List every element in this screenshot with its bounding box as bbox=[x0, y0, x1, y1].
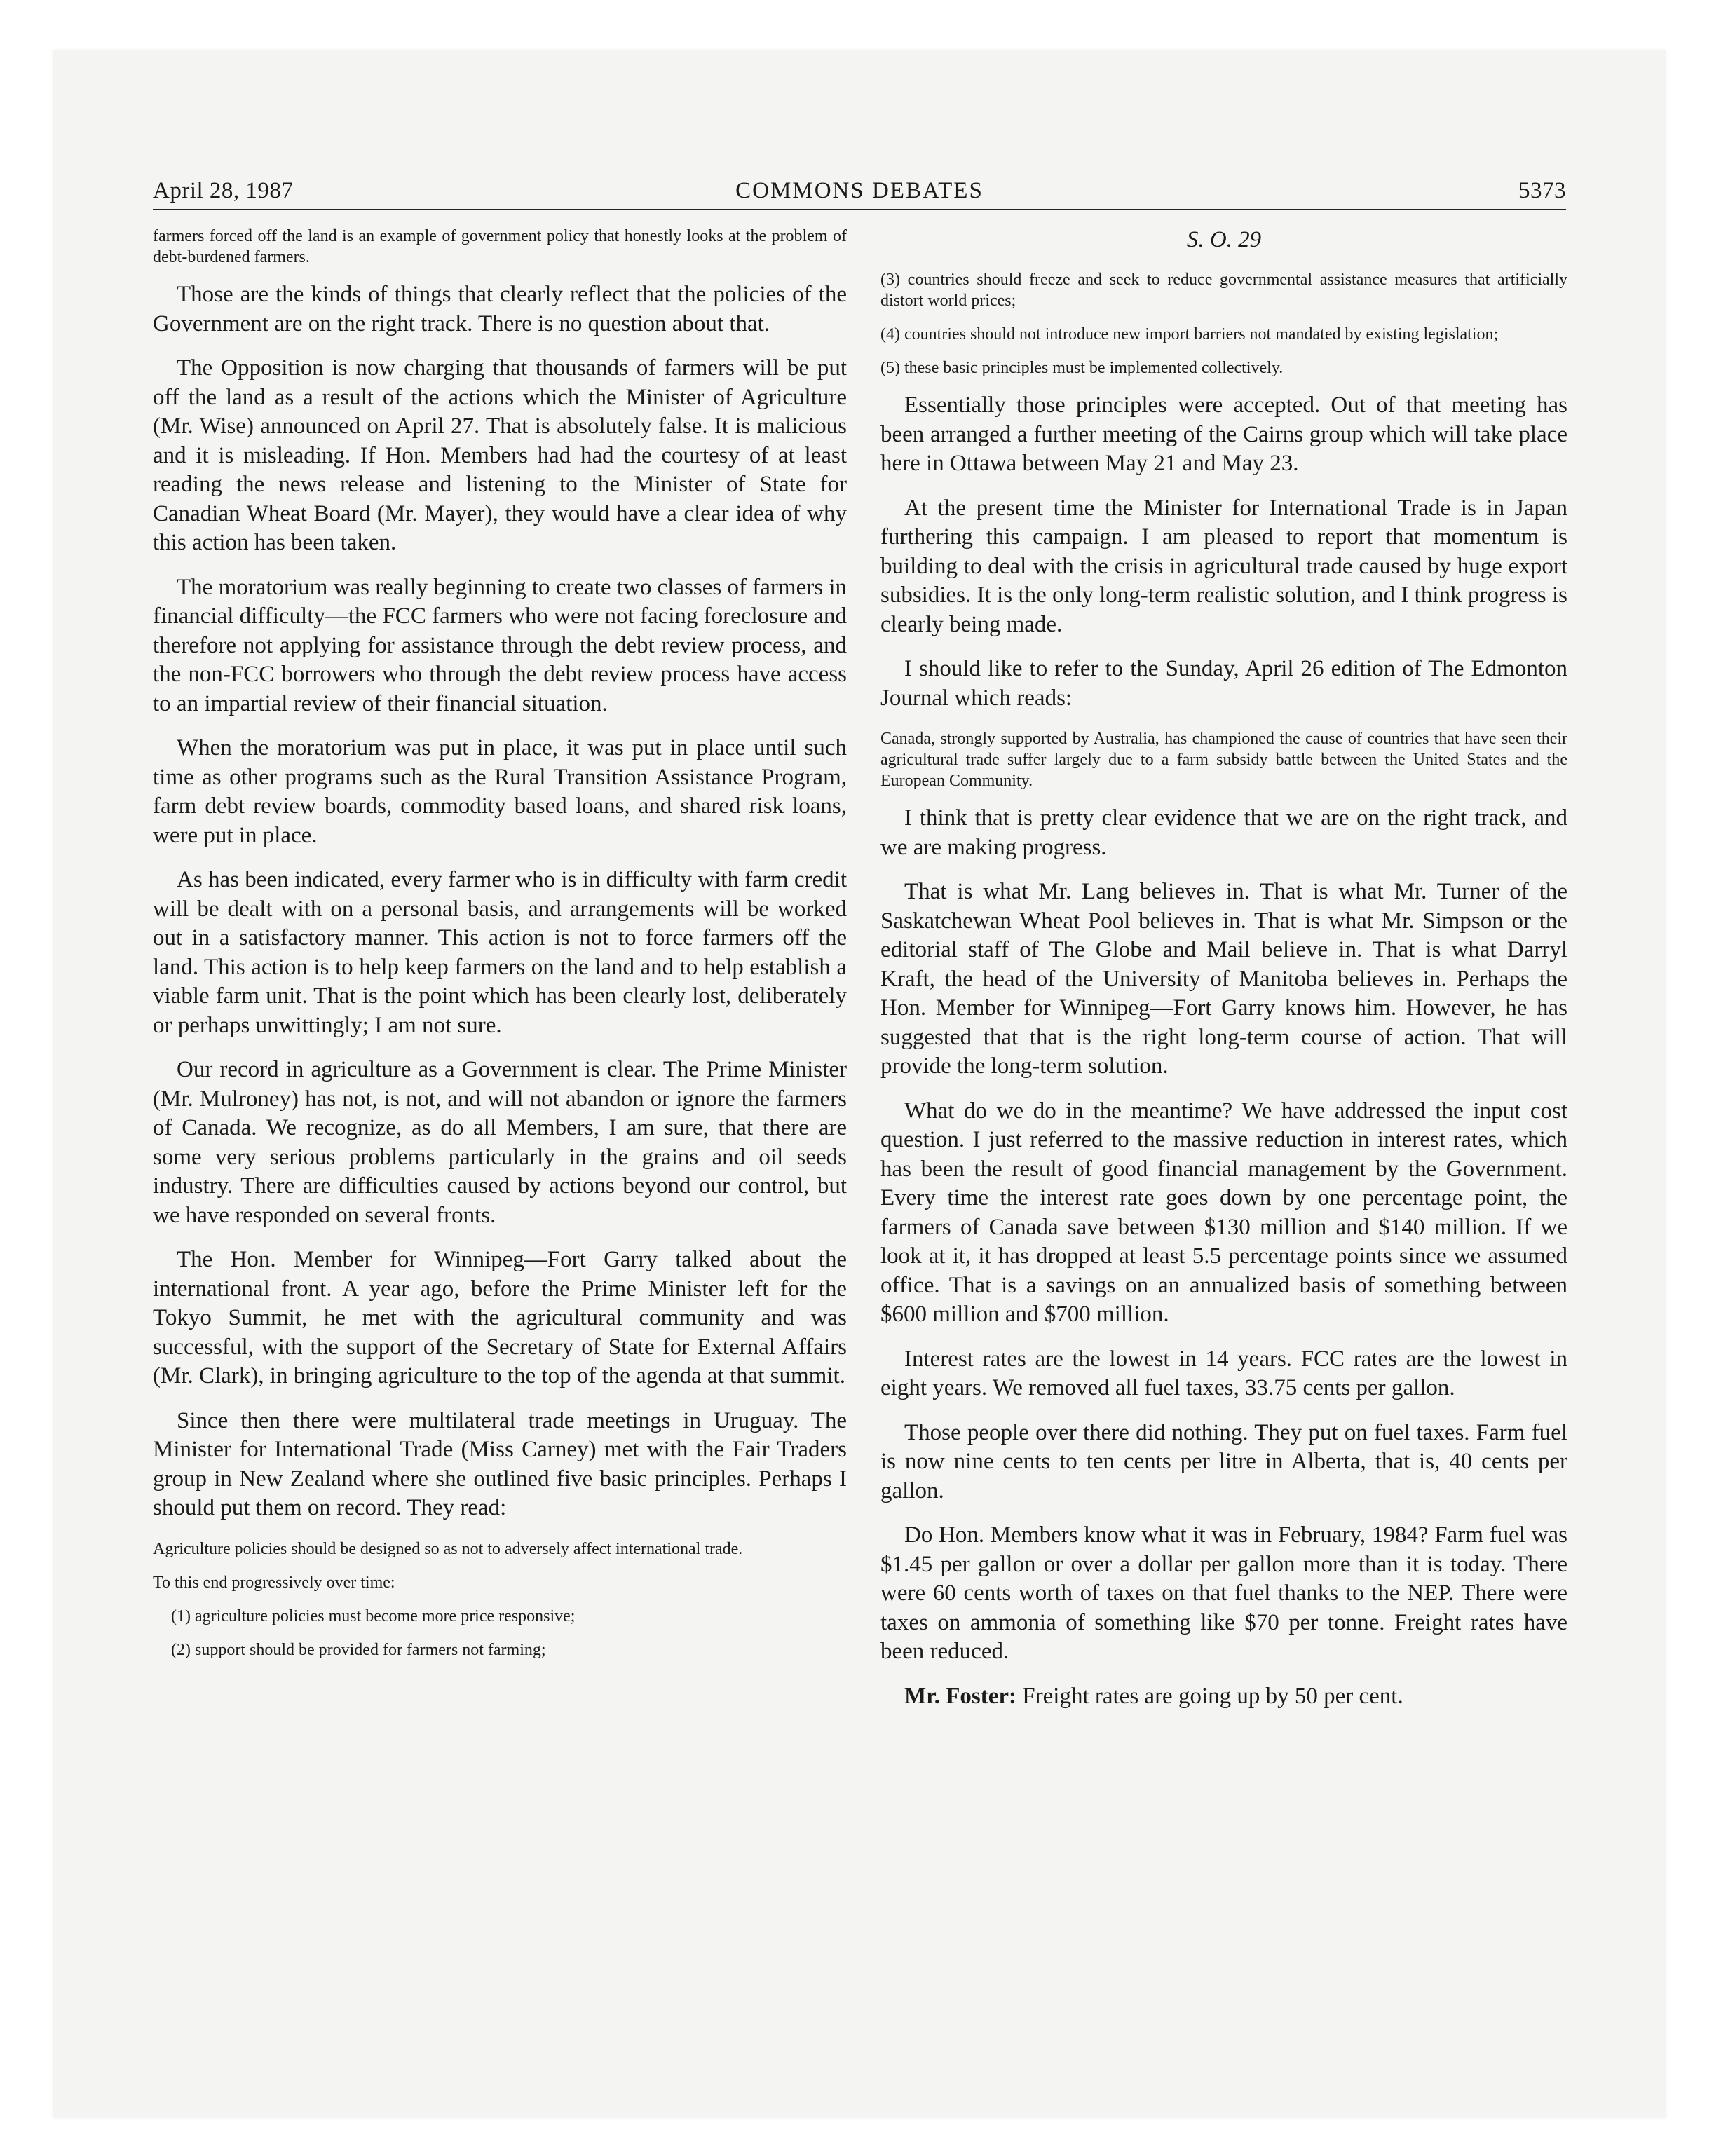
header-page-number: 5373 bbox=[1518, 178, 1566, 203]
body-paragraph: Interest rates are the lowest in 14 years. FCC rates are the lowest in eight years. We removed all fuel taxes, 33.75 cents per gallon. bbox=[880, 1346, 1567, 1400]
body-paragraph: The Hon. Member for Winnipeg—Fort Garry talked about the international front. A year ago, before the Prime Minister left for the Tokyo Summit, he met with the agricultural community and was successful, with the support of the Secretary of State for External Affairs (Mr. Clark), in bringing agriculture to the top of the agenda at that summit. bbox=[153, 1247, 847, 1389]
body-paragraph: At the present time the Minister for International Trade is in Japan furthering this campaign. I am pleased to report that momentum is building to deal with the crisis in agricultural trade caused by huge export subsidies. It is the only long-term realistic solution, and I think progress is clearly being made. bbox=[880, 495, 1567, 637]
body-paragraph: Do Hon. Members know what it was in February, 1984? Farm fuel was $1.45 per gallon or over a dollar per gallon more than it is today. There were 60 cents worth of taxes on that fuel thanks to the NEP. There were taxes on ammonia of something like $70 per tonne. Freight rates have been reduced. bbox=[880, 1522, 1567, 1664]
body-paragraph: Our record in agriculture as a Government is clear. The Prime Minister (Mr. Mulroney) has not, is not, and will not abandon or ignore the farmers of Canada. We recognize, as do all Members, I am sure, that there are some very serious problems particularly in the grains and oil seeds industry. There are difficulties caused by actions beyond our control, but we have responded on several fronts. bbox=[153, 1057, 847, 1228]
body-paragraph: Those are the kinds of things that clearly reflect that the policies of the Government are on the right track. There is no question about that. bbox=[153, 282, 847, 336]
quoted-text: (1) agriculture policies must become more price responsive; bbox=[171, 1606, 576, 1625]
right-column-body bbox=[880, 269, 1567, 1711]
body-paragraph: Essentially those principles were accepted. Out of that meeting has been arranged a further meeting of the Cairns group which will take place here in Ottawa between May 21 and May 23. bbox=[880, 393, 1567, 476]
body-paragraph: What do we do in the meantime? We have addressed the input cost question. I just referred to the massive reduction in interest rates, which has been the result of good financial management by the Government. Every time the interest rate goes down by one percentage point, the farmers of Canada save between $130 million and $140 million. If we look at it, it has dropped at least 5.5 percentage points since we assumed office. That is a savings on an annualized basis of something between $600 million and $700 million. bbox=[880, 1098, 1567, 1327]
quoted-text: farmers forced off the land is an example of government policy that honestly looks at the problem of debt-burdened farmers. bbox=[153, 227, 847, 266]
body-paragraph: That is what Mr. Lang believes in. That is what Mr. Turner of the Saskatchewan Wheat Pool believes in. That is what Mr. Simpson or the editorial staff of The Globe and Mail believe in. That is what Darryl Kraft, the head of the University of Manitoba believes in. Perhaps the Hon. Member for Winnipeg—Fort Garry knows him. However, he has suggested that that is the right long-term course of action. That will provide the long-term solution. bbox=[880, 879, 1567, 1079]
quoted-text: To this end progressively over time: bbox=[153, 1573, 395, 1592]
body-paragraph: I think that is pretty clear evidence that we are on the right track, and we are making progress. bbox=[880, 805, 1567, 860]
quoted-text: (2) support should be provided for farmers not farming; bbox=[171, 1640, 546, 1659]
page-header bbox=[153, 177, 1566, 210]
speaker-name: Mr. Foster: bbox=[904, 1683, 1017, 1709]
body-paragraph: Those people over there did nothing. They put on fuel taxes. Farm fuel is now nine cents to ten cents per litre in Alberta, that is, 40 cents per gallon. bbox=[880, 1419, 1567, 1503]
quoted-text: Canada, strongly supported by Australia, has championed the cause of countries that have seen their agricultural trade suffer largely due to a farm subsidy battle between the United States and the European Community. bbox=[880, 730, 1567, 790]
header-title: COMMONS DEBATES bbox=[735, 178, 984, 203]
header-date: April 28, 1987 bbox=[153, 178, 294, 203]
body-paragraph: Since then there were multilateral trade meetings in Uruguay. The Minister for International Trade (Miss Carney) met with the Fair Traders group in New Zealand where she outlined five basic principles. Perhaps I should put them on record. They read: bbox=[153, 1407, 847, 1520]
section-heading: S. O. 29 bbox=[1186, 227, 1262, 252]
body-paragraph: The Opposition is now charging that thousands of farmers will be put off the land as a result of the actions which the Minister of Agriculture (Mr. Wise) announced on April 27. That is absolutely false. It is malicious and it is misleading. If Hon. Members had had the courtesy of at least reading the news release and listening to the Minister of State for Canadian Wheat Board (Mr. Mayer), they would have a clear idea of why this action has been taken. bbox=[153, 355, 847, 555]
speech-text: Freight rates are going up by 50 per cent. bbox=[1016, 1683, 1403, 1709]
body-paragraph: I should like to refer to the Sunday, April 26 edition of The Edmonton Journal which reads: bbox=[880, 656, 1567, 711]
quoted-text: (4) countries should not introduce new import barriers not mandated by existing legislation; bbox=[880, 325, 1499, 343]
speech-paragraph bbox=[880, 1682, 1567, 1712]
left-column bbox=[153, 226, 847, 1673]
body-paragraph: When the moratorium was put in place, it was put in place until such time as other programs such as the Rural Transition Assistance Program, farm debt review boards, commodity based loans, and shared risk loans, were put in place. bbox=[153, 735, 847, 848]
quoted-text: Agriculture policies should be designed so as not to adversely affect international trade. bbox=[153, 1539, 743, 1558]
quoted-text: (5) these basic principles must be implemented collectively. bbox=[880, 359, 1284, 377]
quoted-text: (3) countries should freeze and seek to reduce governmental assistance measures that artificially distort world prices; bbox=[880, 271, 1567, 310]
right-column bbox=[880, 226, 1567, 1726]
body-paragraph: As has been indicated, every farmer who is in difficulty with farm credit will be dealt with on a personal basis, and arrangements will be worked out in a satisfactory manner. This action is not to force farmers off the land. This action is to help keep farmers on the land and to help establish a viable farm unit. That is the point which has been clearly lost, deliberately or perhaps unwittingly; I am not sure. bbox=[153, 867, 847, 1038]
body-paragraph: The moratorium was really beginning to create two classes of farmers in financial difficulty—the FCC farmers who were not facing foreclosure and therefore not applying for assistance through the debt review process, and the non-FCC borrowers who through the debt review process have access to an impartial review of their financial situation. bbox=[153, 574, 847, 716]
